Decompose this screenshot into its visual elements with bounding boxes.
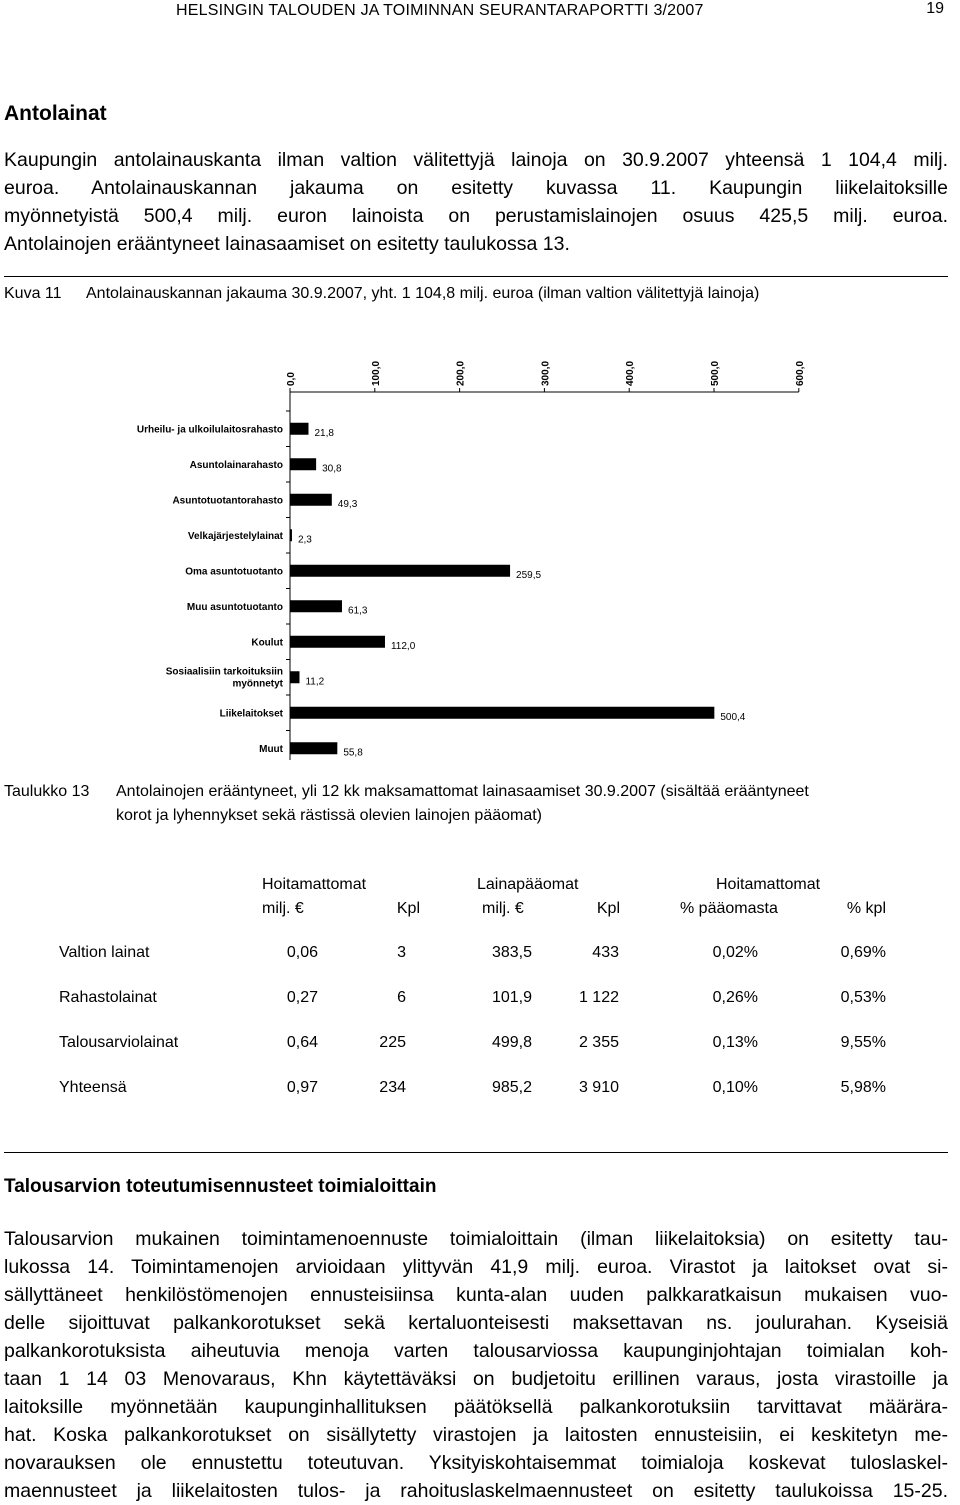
category-label: Asuntolainarahasto	[189, 459, 283, 471]
cell: 234	[379, 1079, 406, 1096]
cell: 0,97	[286, 1079, 318, 1096]
table-caption-line2: korot ja lyhennykset sekä rästissä olevien lainojen pääomat)	[116, 807, 543, 824]
data-label: 500,4	[720, 711, 746, 723]
subheader-kpl-2: Kpl	[596, 900, 620, 917]
paragraph-line: euroa. Antolainauskannan jakauma on esitetty kuvassa 11. Kaupungin liikelaitoksille	[4, 177, 948, 199]
section-title-toteutumisennusteet: Talousarvion toteutumisennusteet toimialoittain	[4, 1176, 437, 1197]
cell: 383,5	[491, 944, 532, 961]
paragraph-line: taan 1 14 03 Menovaraus, Khn käytettäväksi on budjetoitu erillinen varaus, josta virastoille ja	[4, 1368, 948, 1390]
subheader-milj-eur-2: milj. €	[482, 900, 524, 917]
paragraph-line: laitoksille myönnetään kaupunginhallituksen päätöksellä palkankorotuksiin tarvittavat määrära-	[4, 1396, 948, 1418]
bar	[290, 458, 316, 470]
cell: 101,9	[491, 989, 532, 1006]
bar	[290, 529, 292, 541]
category-label: Muu asuntotuotanto	[186, 601, 283, 613]
bar	[290, 707, 714, 719]
data-label: 30,8	[322, 463, 342, 475]
bar	[290, 565, 510, 577]
loan-distribution-chart	[0, 320, 960, 760]
data-label: 55,8	[343, 747, 363, 759]
cell: 433	[592, 944, 619, 961]
x-tick-label: 500,0	[710, 360, 721, 386]
category-label: Velkajärjestelylainat	[187, 530, 283, 542]
data-label: 259,5	[516, 569, 542, 581]
paragraph-line: novarauksen ole ennustettu toteutuvan. Yksityiskohtaisemmat toimialoja koskevat tuloslaskel-	[4, 1452, 948, 1474]
paragraph-line: Kaupungin antolainauskanta ilman valtion välitettyjä lainoja on 30.9.2007 yhteensä 1 104,4 milj.	[4, 149, 948, 171]
bar	[290, 636, 385, 648]
subheader-kpl: Kpl	[396, 900, 420, 917]
paragraph-line: sällyttäneet henkilöstömenojen ennusteisiinsa kunta-alan uuden palkkaratkaisun mukaisen vuo-	[4, 1284, 948, 1306]
cell: 225	[379, 1034, 406, 1051]
paragraph-line: myönnetyistä 500,4 milj. euron lainoista on perustamislainojen osuus 425,5 milj. euroa.	[4, 205, 948, 227]
subheader-pct-kpl: % kpl	[846, 900, 886, 917]
bar	[290, 494, 332, 506]
cell: 499,8	[491, 1034, 532, 1051]
bar	[290, 423, 308, 435]
divider	[4, 1152, 948, 1153]
cell: 5,98%	[840, 1079, 886, 1096]
subheader-milj-eur: milj. €	[262, 900, 304, 917]
data-label: 112,0	[390, 640, 416, 652]
paragraph-line: Talousarvion mukainen toimintamenoennuste toimialoittain (ilman liikelaitoksia) on esitetty tau-	[4, 1228, 948, 1250]
bar	[290, 600, 342, 612]
running-header: HELSINGIN TALOUDEN JA TOIMINNAN SEURANTARAPORTTI 3/2007	[176, 2, 704, 19]
cell: 0,13%	[712, 1034, 758, 1051]
x-tick-label: 200,0	[455, 360, 467, 386]
bar	[290, 671, 299, 683]
figure-caption-text: Antolainauskannan jakauma 30.9.2007, yht. 1 104,8 milj. euroa (ilman valtion välitettyjä lainoja)	[86, 285, 760, 302]
cell: 985,2	[491, 1079, 532, 1096]
table-number: Taulukko 13	[4, 783, 90, 800]
category-label: Oma asuntotuotanto	[185, 566, 283, 578]
x-tick-label: 600,0	[794, 360, 806, 386]
row-label: Yhteensä	[59, 1079, 127, 1096]
paragraph-line: maennusteet ja liikelaitosten tulos- ja rahoituslaskelmaennusteet on esitetty taulukoissa 15-25.	[4, 1480, 948, 1502]
group-header-hoitamattomat-pct: Hoitamattomat	[716, 876, 821, 893]
cell: 0,10%	[712, 1079, 758, 1096]
paragraph-line: lukossa 14. Toimintamenojen arvioidaan ylittyvän 41,9 milj. euroa. Virastot ja laitokset ovat si-	[4, 1256, 948, 1278]
category-label: Sosiaalisiin tarkoituksiin myönnetyt	[165, 666, 283, 690]
data-label: 11,2	[305, 676, 325, 688]
cell: 1 122	[578, 989, 619, 1006]
cell: 0,64	[286, 1034, 318, 1051]
x-tick-label: 400,0	[625, 360, 637, 386]
table-caption-line1: Antolainojen erääntyneet, yli 12 kk maksamattomat lainasaamiset 30.9.2007 (sisältää erääntyneet	[116, 783, 809, 800]
paragraph-line: delle sijoittuvat palkankorotukset sekä kertaluonteisesti maksettavan ns. joulurahan. Kyseisiä	[4, 1312, 948, 1334]
category-label: Muut	[259, 743, 283, 755]
cell: 0,26%	[712, 989, 758, 1006]
category-label: Urheilu- ja ulkoilulaitosrahasto	[136, 424, 283, 436]
cell: 0,69%	[840, 944, 886, 961]
x-tick-label: 0,0	[286, 372, 297, 386]
category-label: Asuntotuotantorahasto	[172, 495, 283, 507]
paragraph-toteutumisennusteet	[4, 1225, 948, 1505]
group-header-lainapaaomat: Lainapääomat	[477, 876, 579, 893]
paragraph-line: palkankorotuksista aiheutuvia menoja varten talousarviossa kaupunginjohtajan toimialan koh-	[4, 1340, 948, 1362]
cell: 3	[397, 944, 406, 961]
category-label: Liikelaitokset	[219, 708, 283, 720]
cell: 2 355	[578, 1034, 619, 1051]
category-label: Koulut	[251, 637, 283, 649]
cell: 6	[397, 989, 406, 1006]
cell: 0,02%	[712, 944, 758, 961]
page-number: 19	[926, 0, 944, 17]
cell: 0,06	[286, 944, 318, 961]
row-label: Valtion lainat	[59, 944, 150, 961]
bar	[290, 742, 337, 754]
row-label: Rahastolainat	[59, 989, 157, 1006]
cell: 0,27	[286, 989, 318, 1006]
paragraph-line: hat. Koska palkankorotukset on sisällytetty virastojen ja laitosten ennusteisiin, ei keskitetyn me-	[4, 1424, 948, 1446]
cell: 3 910	[578, 1079, 619, 1096]
paragraph-antolainat	[4, 146, 948, 258]
divider	[4, 276, 948, 277]
data-label: 21,8	[314, 427, 334, 439]
row-label: Talousarviolainat	[59, 1034, 179, 1051]
data-label: 61,3	[347, 605, 368, 617]
data-label: 49,3	[337, 498, 358, 510]
group-header-hoitamattomat: Hoitamattomat	[262, 876, 367, 893]
x-tick-label: 100,0	[370, 360, 382, 386]
figure-number: Kuva 11	[4, 285, 62, 302]
paragraph-line: Antolainojen erääntyneet lainasaamiset on esitetty taulukossa 13.	[4, 233, 570, 255]
section-title-antolainat: Antolainat	[4, 102, 107, 125]
data-label: 2,3	[297, 534, 312, 546]
table-caption	[4, 780, 944, 828]
subheader-pct-paaomasta: % pääomasta	[680, 900, 778, 917]
x-tick-label: 300,0	[540, 360, 552, 386]
cell: 9,55%	[840, 1034, 886, 1051]
figure-caption	[4, 285, 759, 303]
cell: 0,53%	[840, 989, 886, 1006]
